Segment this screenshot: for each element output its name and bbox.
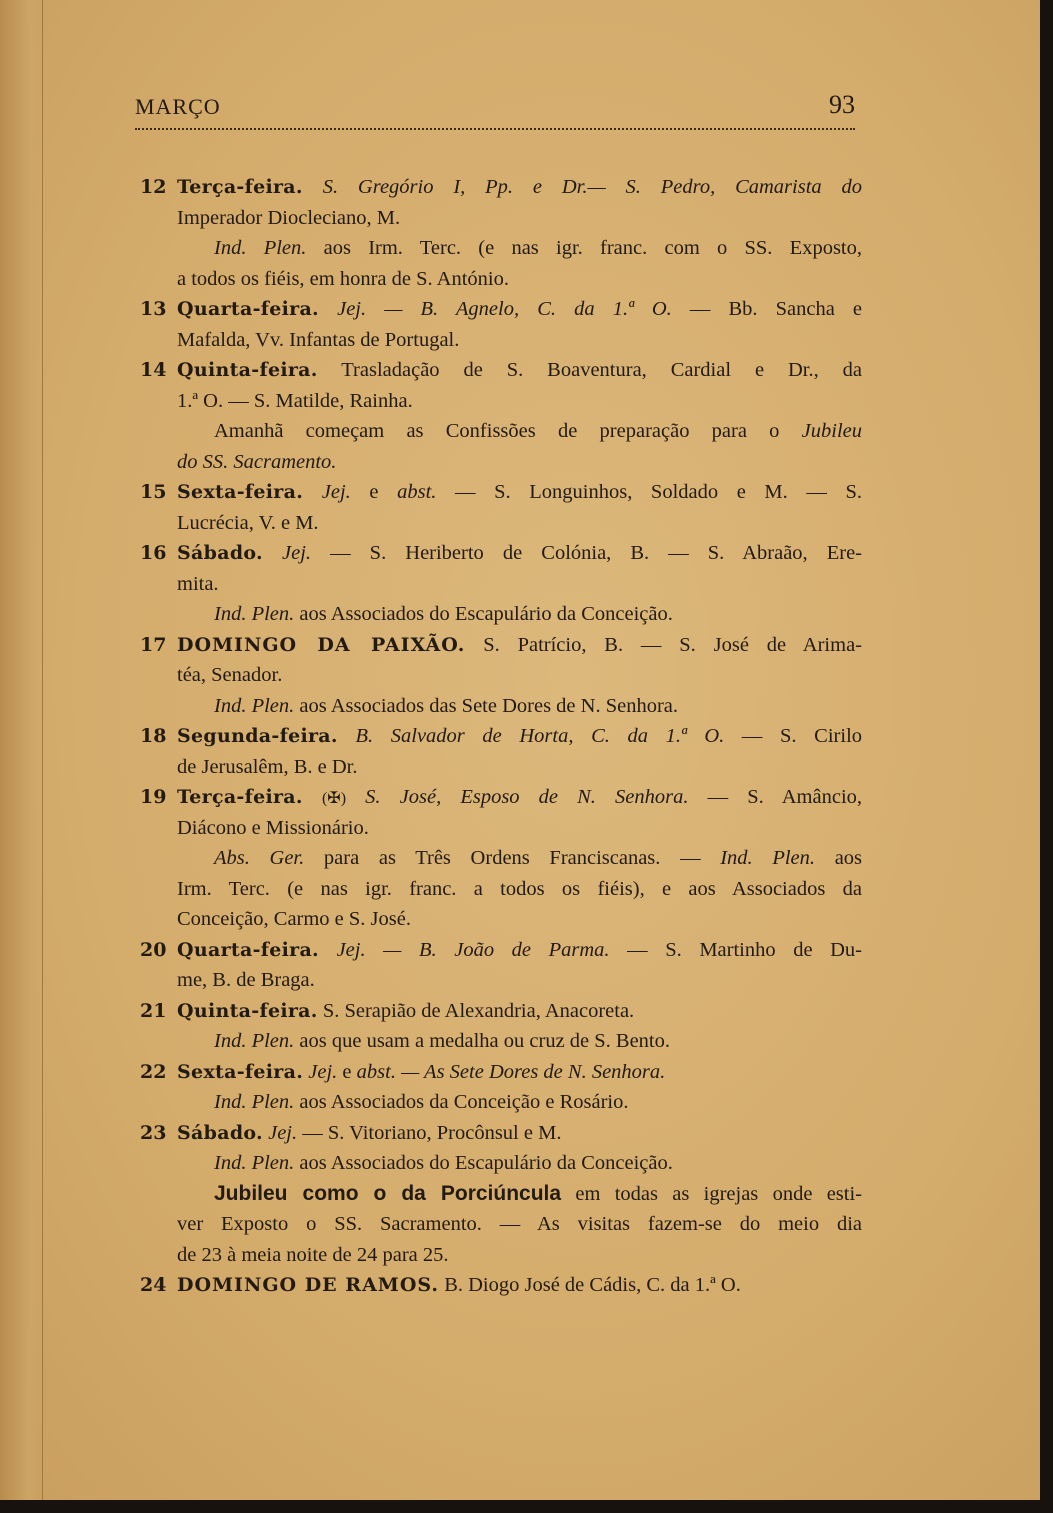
page-number: 93 xyxy=(829,90,855,119)
entry-16-line-3 xyxy=(140,599,862,630)
entry-23-line-4 xyxy=(140,1209,862,1240)
weekday: Segunda-feira. xyxy=(177,725,338,747)
entry-text: Jubileu xyxy=(801,420,862,442)
entry-text: — S. Heriberto de Colónia, B. — S. Abraão, Ere- xyxy=(330,542,862,564)
weekday: Sexta-feira. xyxy=(177,481,304,503)
entry-22-line-1 xyxy=(140,1057,862,1088)
page-binding-edge xyxy=(0,0,43,1500)
entry-19-line-2: Diácono e Missionário. xyxy=(177,816,369,839)
entry-12-line-3 xyxy=(140,233,862,264)
day-number: 21 xyxy=(140,999,167,1022)
entry-text: para as Três Ordens Franciscanas. — xyxy=(323,847,701,869)
weekday: Quarta-feira. xyxy=(177,298,319,320)
entry-text: Jej. — B. Agnelo, C. da 1.ª O. xyxy=(337,298,672,320)
entry-12-line-4: a todos os fiéis, em honra de S. António. xyxy=(177,267,509,290)
entry-text: aos Associados do Escapulário da Conceição. xyxy=(299,1152,673,1174)
page-header xyxy=(135,90,855,130)
entry-text: — S. Amâncio, xyxy=(707,786,862,808)
entry-19-line-1 xyxy=(140,782,862,813)
entry-13-line-2: Mafalda, Vv. Infantas de Portugal. xyxy=(177,328,460,351)
entry-text: abst. xyxy=(397,481,437,503)
entry-text: S. Serapião de Alexandria, Anacoreta. xyxy=(322,999,635,1022)
entry-16-line-2: mita. xyxy=(177,572,219,595)
entry-text: — S. Martinho de Du- xyxy=(627,938,862,961)
entry-text: Jej. xyxy=(268,1121,298,1144)
entry-23-line-2 xyxy=(140,1148,862,1179)
entry-text: Jej. xyxy=(282,542,312,564)
day-number: 13 xyxy=(140,298,167,320)
entry-text: Amanhã começam as Confissões de preparação para o xyxy=(214,420,780,442)
entry-15-line-2: Lucrécia, V. e M. xyxy=(177,511,319,534)
entry-19-line-5: Conceição, Carmo e S. José. xyxy=(177,908,411,930)
weekday: Terça-feira. xyxy=(177,786,303,808)
entry-20-line-1 xyxy=(140,935,862,966)
entry-text: e xyxy=(369,481,379,503)
entry-text: do SS. Sacramento. xyxy=(177,450,337,473)
entry-21-line-2 xyxy=(140,1026,862,1057)
entry-text: — Bb. Sancha e xyxy=(689,298,862,320)
weekday: Sábado. xyxy=(177,542,263,564)
entry-16-line-1 xyxy=(140,538,862,569)
day-number: 16 xyxy=(140,542,167,564)
entry-text: aos que usam a medalha ou cruz de S. Bento. xyxy=(299,1030,671,1052)
weekday: Terça-feira. xyxy=(177,176,303,198)
entry-14-line-2: 1.ª O. — S. Matilde, Rainha. xyxy=(177,389,413,412)
entry-15-line-1 xyxy=(140,477,862,508)
entry-17-line-1 xyxy=(140,630,862,661)
indulgence-label: Ind. Plen. xyxy=(214,1152,295,1174)
entry-text: Jej. xyxy=(321,481,351,503)
feast-title: DOMINGO DA PAIXÃO. xyxy=(177,633,466,656)
entry-text: e xyxy=(342,1060,352,1083)
entry-text: Jej. — B. João de Parma. xyxy=(336,938,610,961)
day-number: 19 xyxy=(140,786,167,808)
entry-text: aos Associados da Conceição e Rosário. xyxy=(299,1091,629,1113)
entry-12-line-2: Imperador Diocleciano, M. xyxy=(177,206,401,229)
indulgence-label: Ind. Plen. xyxy=(214,237,307,259)
entry-14-line-1 xyxy=(140,355,862,386)
entry-text: S. Patrício, B. — S. José de Arima- xyxy=(483,633,862,656)
entry-text: aos Associados do Escapulário da Conceição. xyxy=(299,603,673,625)
indulgence-label: Ind. Plen. xyxy=(214,1091,295,1113)
running-head-month: MARÇO xyxy=(135,94,221,119)
day-number: 12 xyxy=(140,176,167,198)
scan-border-bottom xyxy=(0,1500,1053,1513)
entry-text: S. Gregório I, Pp. e Dr.— S. Pedro, Camarista do xyxy=(322,176,862,198)
entry-20-line-2: me, B. de Braga. xyxy=(177,969,315,991)
entry-text: aos Irm. Terc. (e nas igr. franc. com o SS. Exposto, xyxy=(323,237,862,259)
entry-text: B. Diogo José de Cádis, C. da 1.ª O. xyxy=(444,1274,741,1296)
cross-icon: (✠) xyxy=(321,790,347,807)
indulgence-label: Ind. Plen. xyxy=(720,847,816,869)
entry-17-line-2: téa, Senador. xyxy=(177,664,283,686)
entry-18-line-2: de Jerusalêm, B. e Dr. xyxy=(177,755,358,778)
entry-23-line-3 xyxy=(140,1179,862,1210)
entry-text: Trasladação de S. Boaventura, Cardial e Dr., da xyxy=(341,359,862,381)
entry-22-line-2 xyxy=(140,1087,862,1118)
entry-24-line-1 xyxy=(140,1270,862,1301)
weekday: Quinta-feira. xyxy=(177,999,318,1022)
indulgence-label: Ind. Plen. xyxy=(214,1030,295,1052)
entry-21-line-1 xyxy=(140,996,862,1027)
entry-12-line-1 xyxy=(140,172,862,203)
weekday: Quinta-feira. xyxy=(177,359,318,381)
day-number: 18 xyxy=(140,725,167,747)
header-rule xyxy=(135,128,855,130)
day-number: 22 xyxy=(140,1060,167,1083)
feast-title: DOMINGO DE RAMOS. xyxy=(177,1274,440,1296)
entry-text: aos Associados das Sete Dores de N. Senhora. xyxy=(299,694,679,717)
entry-13-line-1 xyxy=(140,294,862,325)
entry-text: — S. Vitoriano, Procônsul e M. xyxy=(302,1121,562,1144)
weekday: Quarta-feira. xyxy=(177,938,319,961)
entry-text: aos xyxy=(834,847,862,869)
entry-text: ver Exposto o SS. Sacramento. — As visitas fazem-se do meio dia xyxy=(177,1213,862,1235)
entry-23-line-1 xyxy=(140,1118,862,1149)
weekday: Sexta-feira. xyxy=(177,1060,304,1083)
day-number: 15 xyxy=(140,481,167,503)
jubilee-title: Jubileu como o da Porciúncula xyxy=(214,1181,562,1205)
day-number: 23 xyxy=(140,1121,167,1144)
entry-text: Jej. xyxy=(308,1060,338,1083)
entry-text: abst. — As Sete Dores de N. Senhora. xyxy=(356,1060,666,1083)
indulgence-label: Ind. Plen. xyxy=(214,603,295,625)
entry-text: em todas as igrejas onde esti- xyxy=(575,1182,862,1205)
calendar-entries xyxy=(140,172,862,1301)
entry-14-line-4 xyxy=(140,447,862,478)
day-number: 17 xyxy=(140,633,167,656)
entry-text: — S. Cirilo xyxy=(741,725,862,747)
day-number: 20 xyxy=(140,938,167,961)
day-number: 24 xyxy=(140,1274,167,1296)
entry-text: B. Salvador de Horta, C. da 1.ª O. xyxy=(355,725,725,747)
day-number: 14 xyxy=(140,359,167,381)
indulgence-label: Abs. Ger. xyxy=(214,847,305,869)
entry-text: S. José, Esposo de N. Senhora. xyxy=(365,786,689,808)
entry-text: Irm. Terc. (e nas igr. franc. a todos os fiéis), e aos Associados da xyxy=(177,877,862,900)
entry-19-line-4 xyxy=(140,874,862,905)
entry-18-line-1 xyxy=(140,721,862,752)
scan-border-right xyxy=(1040,0,1053,1513)
indulgence-label: Ind. Plen. xyxy=(214,694,295,717)
entry-19-line-3 xyxy=(140,843,862,874)
entry-17-line-3 xyxy=(140,691,862,722)
weekday: Sábado. xyxy=(177,1121,263,1144)
entry-23-line-5: de 23 à meia noite de 24 para 25. xyxy=(177,1243,449,1266)
entry-14-line-3 xyxy=(140,416,862,447)
entry-text: — S. Longuinhos, Soldado e M. — S. xyxy=(455,481,862,503)
